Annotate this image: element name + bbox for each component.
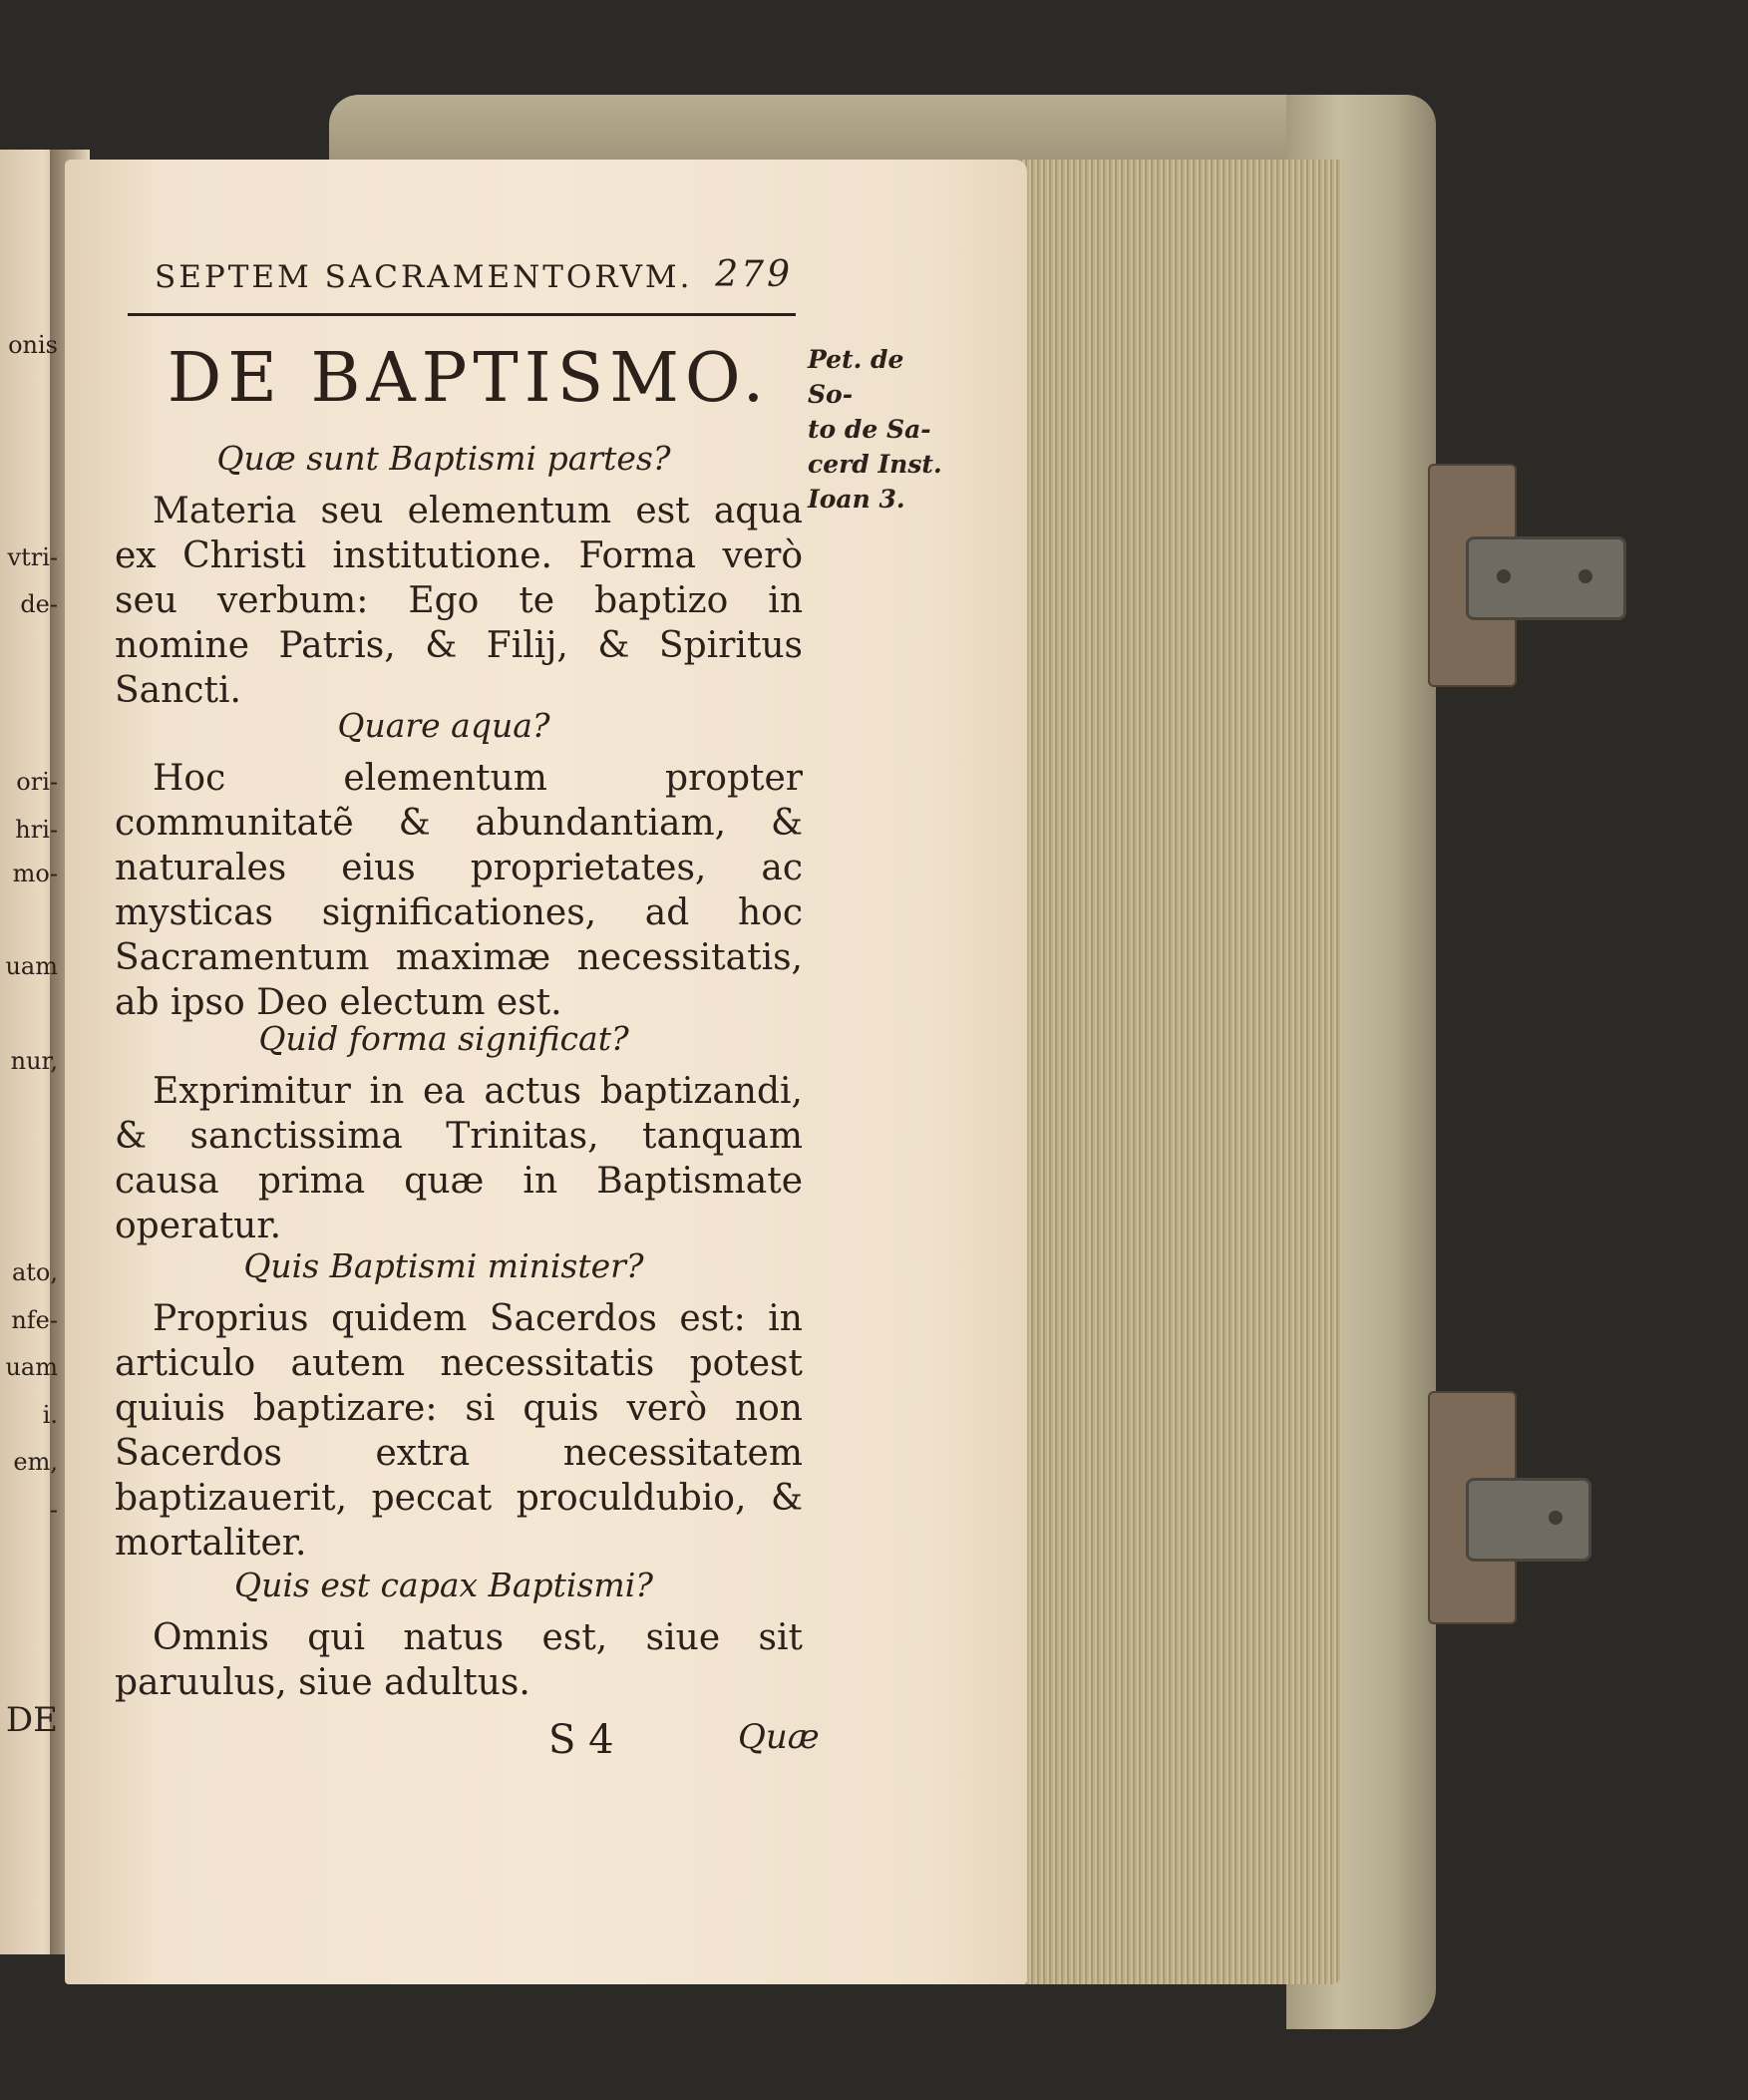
answer-paragraph xyxy=(115,489,803,713)
book-top-edge xyxy=(329,95,1426,165)
left-fragment-text: nur, xyxy=(10,1047,58,1075)
left-fragment-text: nfe- xyxy=(11,1306,58,1334)
margin-note-line: Pet. de So- xyxy=(808,345,904,409)
lower-clasp-strap xyxy=(1466,1478,1591,1562)
left-fragment-text: DE xyxy=(5,1700,58,1740)
page-fore-edge xyxy=(1022,160,1341,1984)
left-fragment-text: em, xyxy=(13,1448,58,1476)
question-heading: Quæ sunt Baptismi partes? xyxy=(216,439,671,478)
left-fragment-text: ato, xyxy=(11,1258,58,1286)
margin-note-line: to de Sa- xyxy=(808,415,931,444)
page-number: 279 xyxy=(715,254,793,295)
answer-text: Hoc elementum propter communitatẽ & abundantiam, & naturales eius proprietates, ac mysticas significationes, ad hoc Sacramentum maximæ necessitatis, ab ipso Deo electum est. xyxy=(115,758,803,1023)
signature-mark: S 4 xyxy=(548,1717,614,1763)
catchword: Quæ xyxy=(738,1717,820,1757)
left-fragment-text: - xyxy=(49,1496,58,1524)
margin-note-line: cerd Inst. xyxy=(808,450,942,479)
running-head-title: SEPTEM SACRAMENTORVM. xyxy=(155,259,693,295)
rivet-icon xyxy=(1497,569,1511,583)
question-heading: Quare aqua? xyxy=(337,706,550,745)
answer-text: Omnis qui natus est, siue sit paruulus, siue adultus. xyxy=(115,1617,803,1703)
question-heading: Quis est capax Baptismi? xyxy=(234,1566,653,1604)
left-fragment-text: i. xyxy=(42,1401,58,1429)
left-fragment-text: uam xyxy=(5,952,58,980)
answer-text: Proprius quidem Sacerdos est: in articulo autem necessitatis potest quiuis baptizare: si quis verò non Sacerdos extra necessitatem baptizauerit, peccat proculdubio, & mortaliter. xyxy=(115,1298,803,1564)
running-head xyxy=(155,254,793,304)
left-fragment-text: mo- xyxy=(12,860,58,887)
answer-text: Materia seu elementum est aqua ex Christi institutione. Forma verò seu verbum: Ego te baptizo in nomine Patris, & Filij, & Spiritus Sancti. xyxy=(115,491,803,711)
rivet-icon xyxy=(1549,1511,1563,1525)
upper-clasp-strap xyxy=(1466,536,1626,620)
answer-paragraph xyxy=(115,1069,803,1248)
rivet-icon xyxy=(1578,569,1592,583)
margin-note xyxy=(808,342,957,517)
left-fragment-text: de- xyxy=(20,590,58,618)
answer-paragraph xyxy=(115,1296,803,1566)
left-fragment-text: hri- xyxy=(15,816,58,844)
left-fragment-text: ori- xyxy=(16,768,58,796)
question-heading: Quis Baptismi minister? xyxy=(243,1246,644,1285)
question-heading: Quid forma significat? xyxy=(258,1019,629,1058)
margin-note-line: Ioan 3. xyxy=(808,485,905,514)
answer-text: Exprimitur in ea actus baptizandi, & sanctissima Trinitas, tanquam causa prima quæ in Baptismate operatur. xyxy=(115,1071,803,1246)
answer-paragraph xyxy=(115,1615,803,1705)
head-rule xyxy=(128,313,796,316)
chapter-title: DE BAPTISMO. xyxy=(167,339,771,418)
answer-paragraph xyxy=(115,756,803,1025)
left-fragment-text: uam xyxy=(5,1353,58,1381)
left-fragment-text: vtri- xyxy=(7,543,58,571)
left-fragment-text: onis xyxy=(8,331,58,359)
